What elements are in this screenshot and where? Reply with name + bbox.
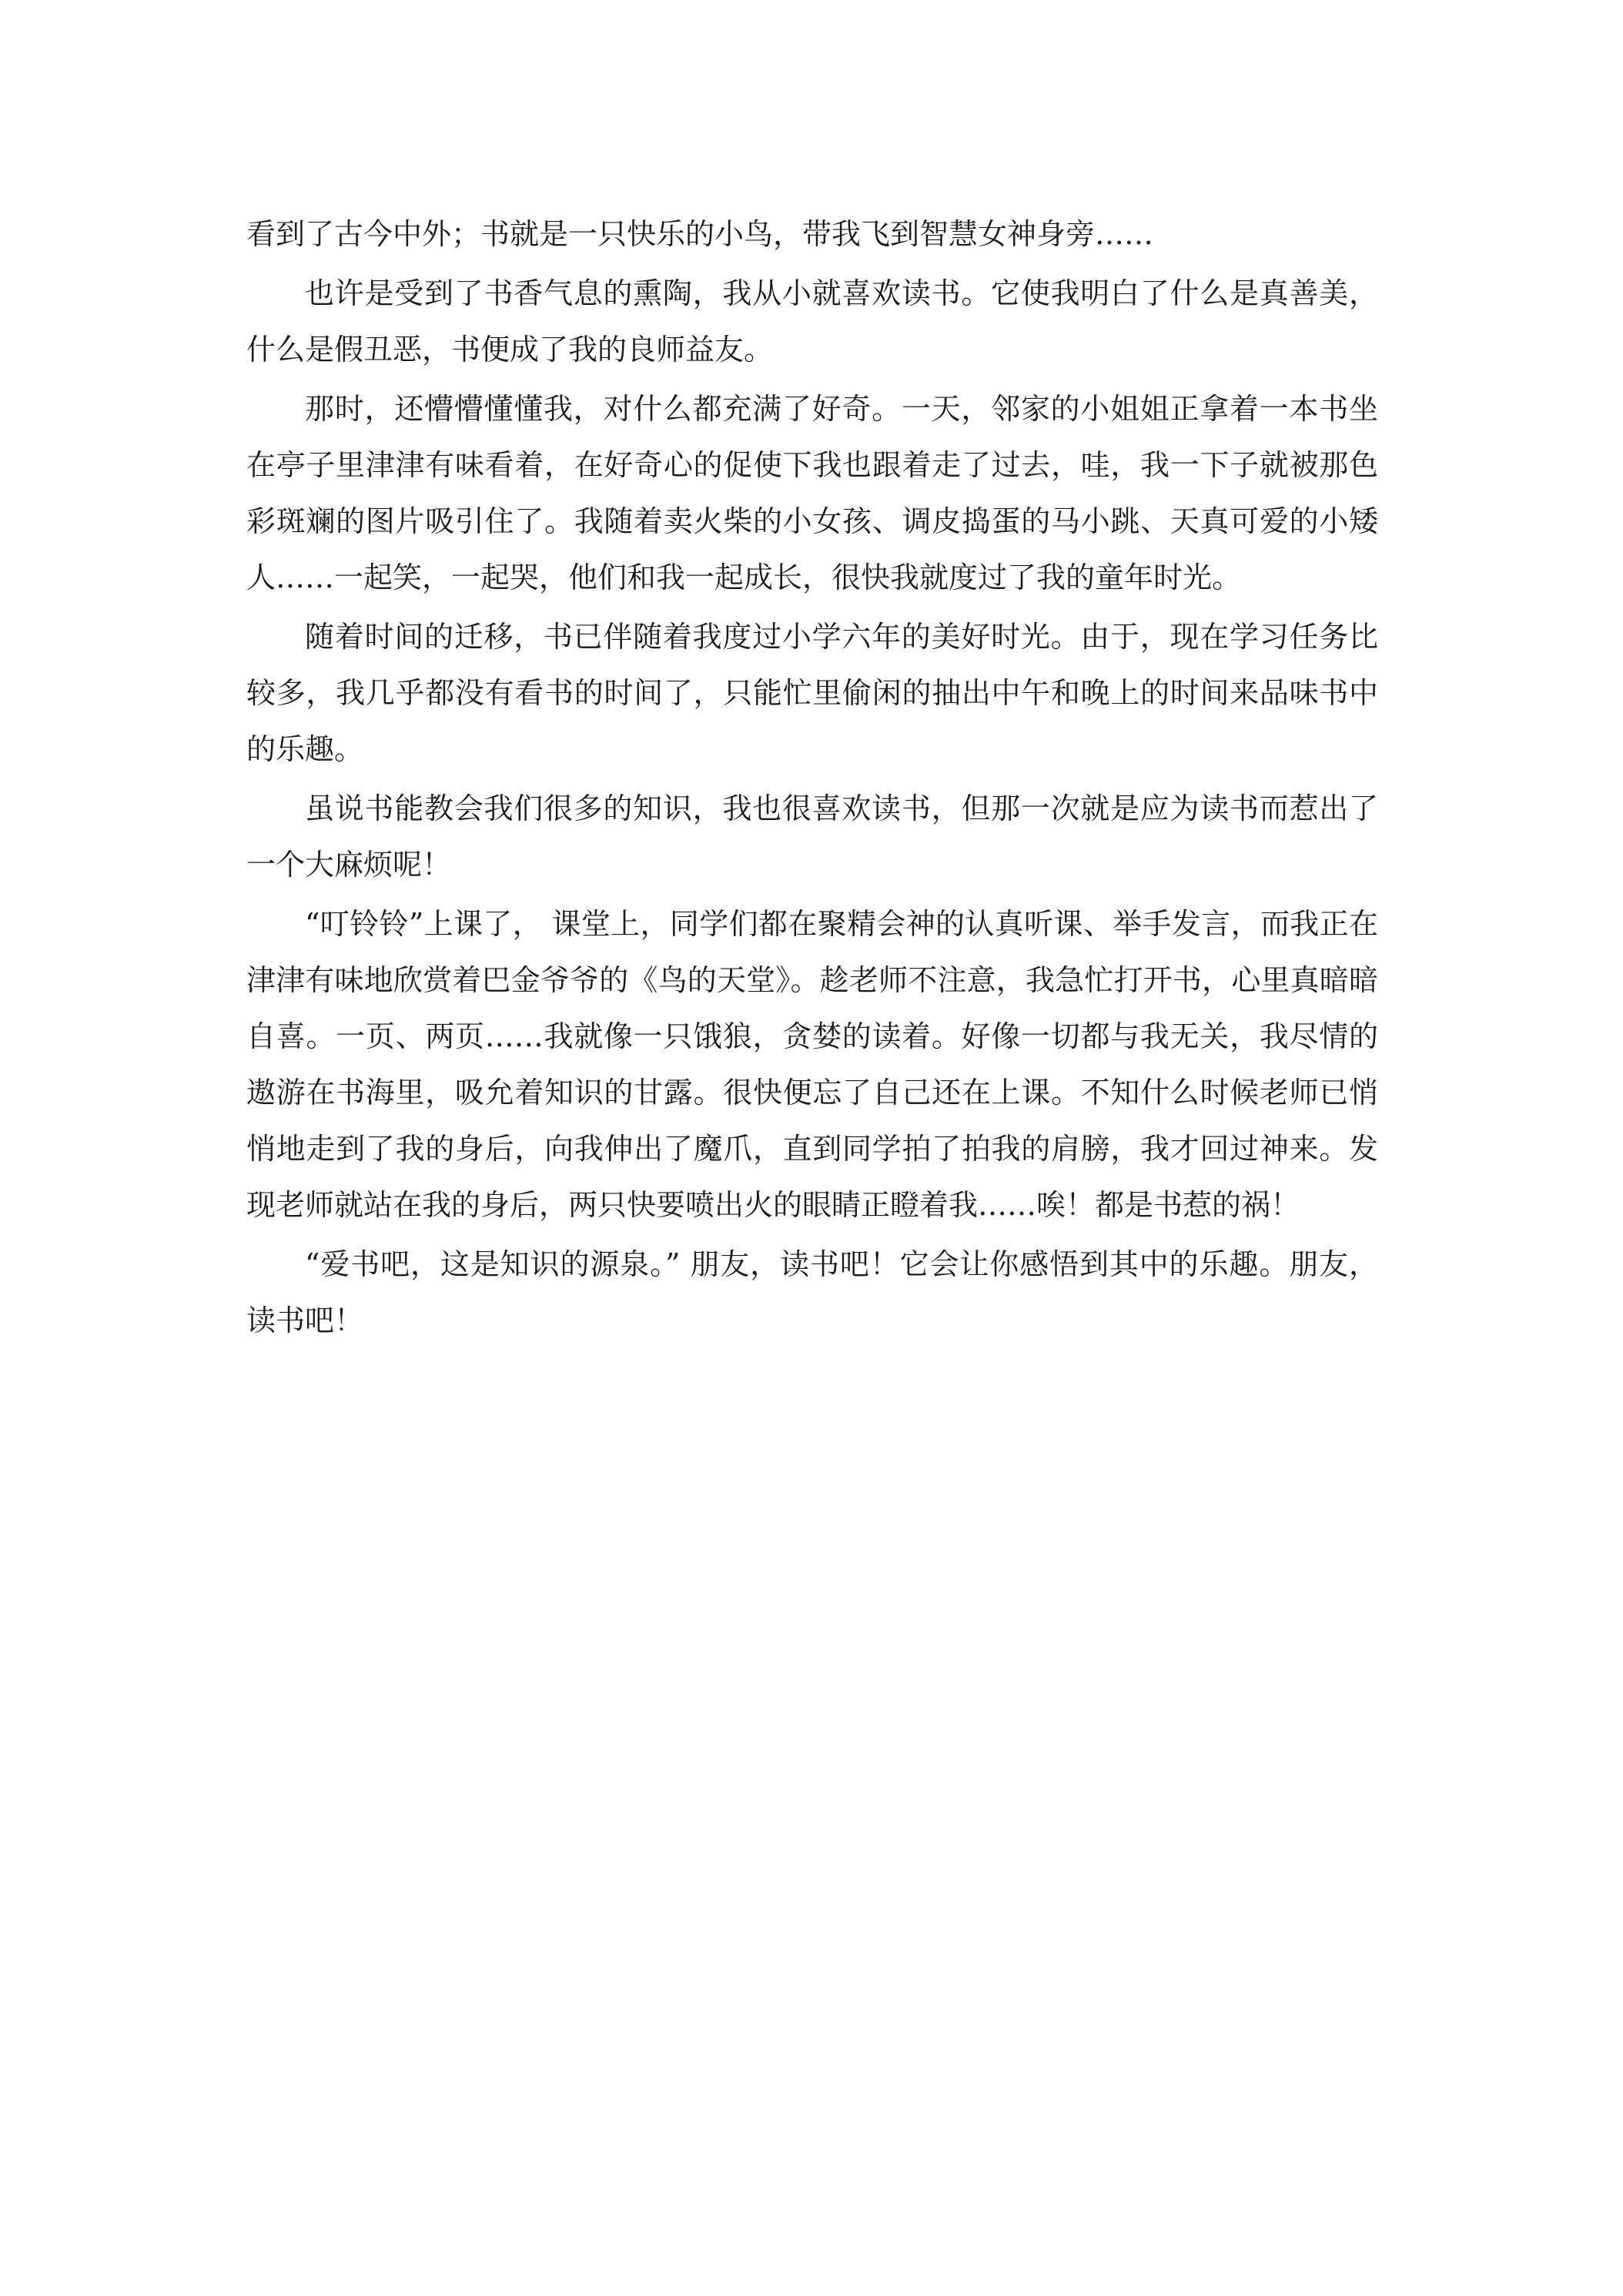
- paragraph-7: “爱书吧，这是知识的源泉。” 朋友，读书吧！它会让你感悟到其中的乐趣。朋友，读书吧！: [246, 1247, 1378, 1337]
- paragraph-4: 随着时间的迁移，书已伴随着我度过小学六年的美好时光。由于，现在学习任务比较多，我几乎都没有看书的时间了，只能忙里偷闲的抽出中午和晚上的时间来品味书中的乐趣。: [246, 620, 1378, 766]
- paragraph-6: “叮铃铃”上课了， 课堂上，同学们都在聚精会神的认真听课、举手发言，而我正在津津有味地欣赏着巴金爷爷的《鸟的天堂》。趁老师不注意，我急忙打开书，心里真暗暗自喜。一页、两页……我就像一只饿狼，贪婪的读着。好像一切都与我无关，我尽情的遨游在书海里，吸允着知识的甘露。很快便忘了自己还在上课。不知什么时候老师已悄悄地走到了我的身后，向我伸出了魔爪，直到同学拍了拍我的肩膀，我才回过神来。发现老师就站在我的身后，两只快要喷出火的眼睛正瞪着我……唉！都是书惹的祸！: [246, 907, 1378, 1222]
- paragraph-2: 也许是受到了书香气息的熏陶，我从小就喜欢读书。它使我明白了什么是真善美，什么是假丑恶，书便成了我的良师益友。: [246, 276, 1378, 366]
- paragraph-5: 虽说书能教会我们很多的知识，我也很喜欢读书，但那一次就是应为读书而惹出了一个大麻烦呢！: [246, 792, 1378, 882]
- paragraph-3: 那时，还懵懵懂懂我，对什么都充满了好奇。一天，邻家的小姐姐正拿着一本书坐在亭子里津津有味看着，在好奇心的促使下我也跟着走了过去，哇，我一下子就被那色彩斑斓的图片吸引住了。我随着卖火柴的小女孩、调皮捣蛋的马小跳、天真可爱的小矮人……一起笑，一起哭，他们和我一起成长，很快我就度过了我的童年时光。: [246, 392, 1378, 594]
- essay-body: [246, 206, 1378, 1352]
- paragraph-1: 看到了古今中外；书就是一只快乐的小鸟，带我飞到智慧女神身旁……: [246, 217, 1154, 251]
